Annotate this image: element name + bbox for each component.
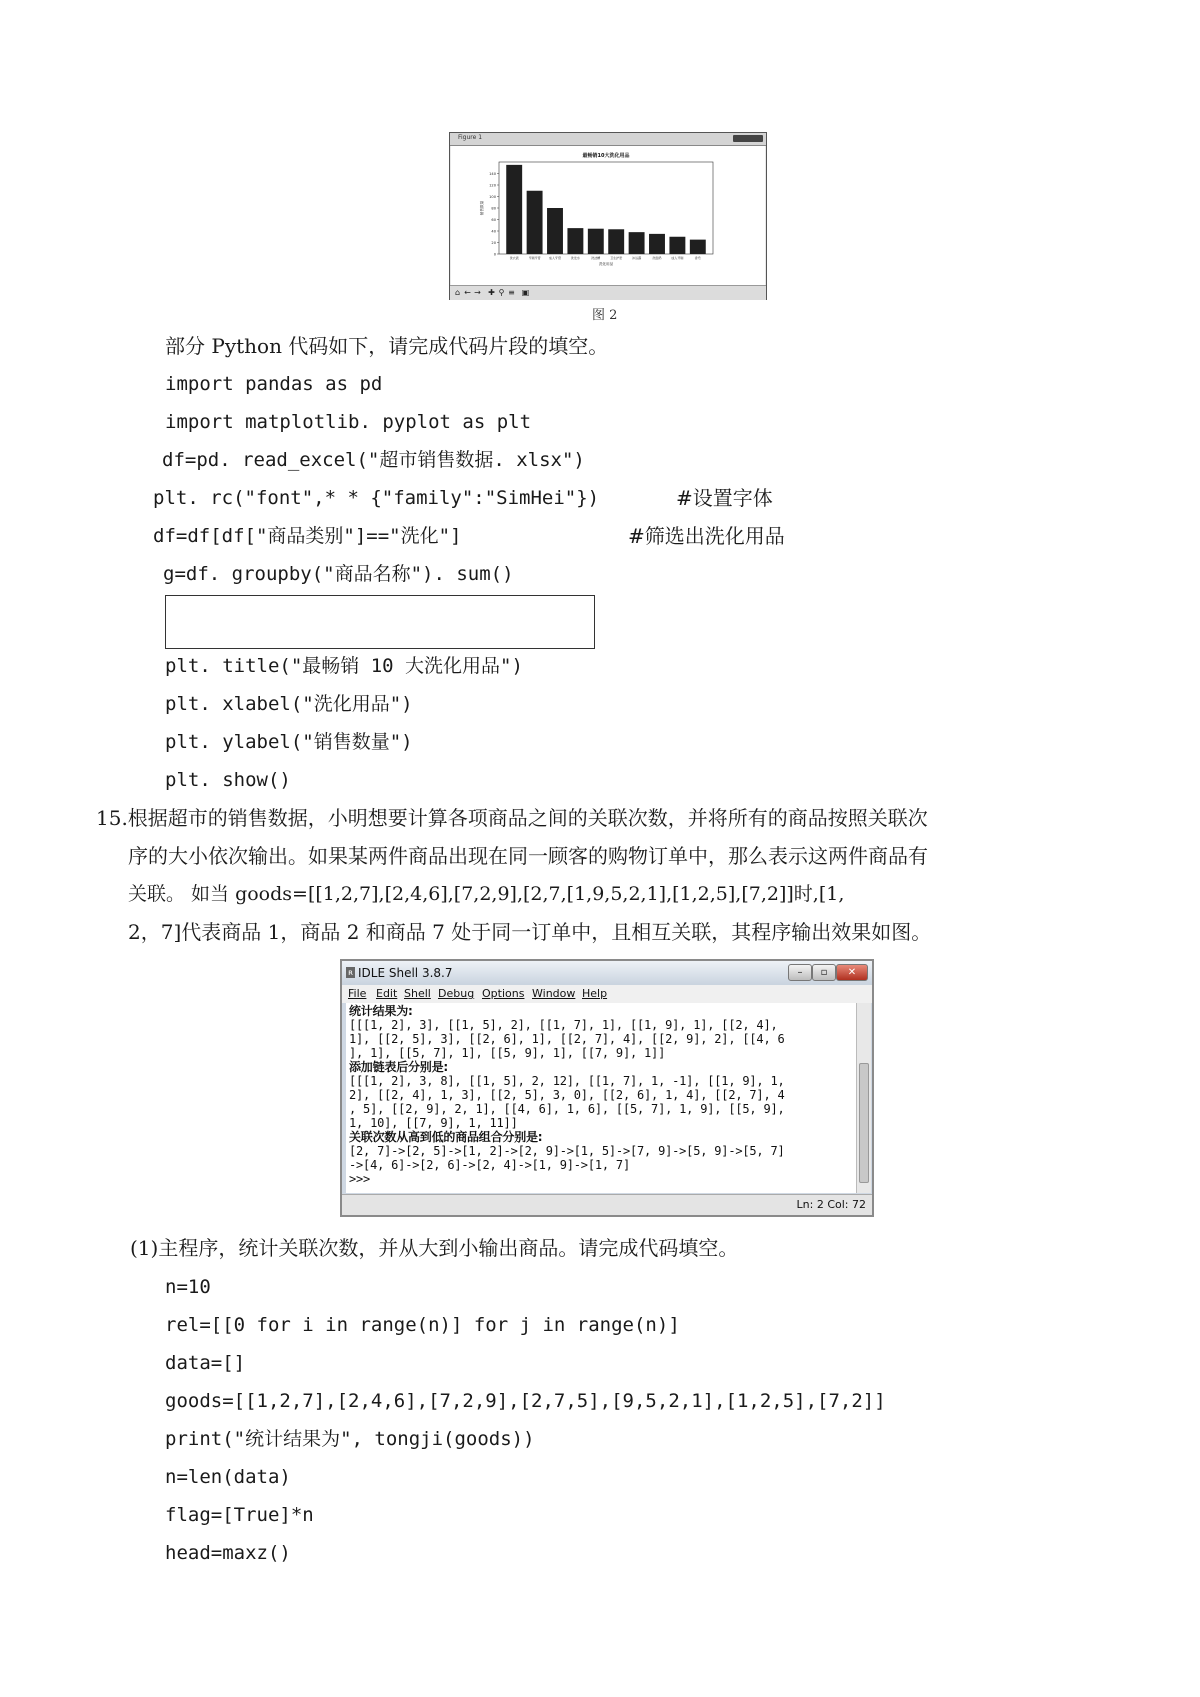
menu-debug[interactable]: Debug (438, 987, 475, 1000)
intro-text: 部分 Python 代码如下，请完成代码片段的填空。 (165, 334, 609, 358)
cursor-position: Ln: 2 Col: 72 (796, 1198, 866, 1211)
figure-window-title: Figure 1 (458, 134, 483, 141)
x-tick-label: 成人牙刷 (671, 256, 684, 260)
menu-help[interactable]: Help (582, 987, 608, 1000)
x-tick-label: 洗发水 (570, 256, 580, 260)
x-tick-label: 沐浴露 (632, 256, 642, 260)
y-axis-label: 销售数量 (480, 200, 484, 216)
vertical-scrollbar[interactable] (856, 1003, 871, 1193)
idle-menubar (342, 985, 872, 1003)
code-line: n=10 (165, 1276, 211, 1298)
bar (527, 191, 543, 254)
output-line: ], 1], [[5, 7], 1], [[5, 9], 1], [[7, 9], 1]] (349, 1046, 666, 1060)
figure-titlebar (450, 133, 766, 146)
home-icon[interactable]: ⌂ (454, 288, 461, 297)
bar (669, 237, 685, 254)
code-comment: #设置字体 (676, 486, 773, 510)
code-line: data=[] (165, 1352, 246, 1374)
x-tick-label: 洗衣液 (509, 256, 519, 260)
output-line: 关联次数从高到低的商品组合分别是: (349, 1130, 543, 1144)
figure-caption: 图 2 (592, 308, 618, 323)
pan-icon[interactable]: ✚ (488, 288, 495, 297)
forward-icon[interactable]: → (474, 288, 481, 297)
bar (506, 165, 522, 254)
menu-options[interactable]: Options (482, 987, 525, 1000)
output-line: [[[1, 2], 3, 8], [[1, 5], 2, 12], [[1, 7], 1, -1], [[1, 9], 1, (349, 1074, 785, 1088)
y-tick-label: 40 (491, 229, 496, 234)
bar-chart (451, 146, 765, 285)
question-text: 关联。 如当 goods=[[1,2,7],[2,4,6],[7,2,9],[2,7,[1,9,5,2,1],[1,2,5],[7,2]]时,[1, (128, 883, 845, 905)
code-line: df=df[df["商品类别"]=="洗化"] (153, 525, 462, 547)
zoom-icon[interactable]: ⚲ (498, 288, 505, 297)
x-tick-label: 洗洁精 (591, 256, 601, 260)
y-tick-label: 60 (491, 218, 496, 222)
code-line: plt. xlabel("洗化用品") (165, 693, 413, 715)
figure-toolbar (450, 285, 766, 300)
save-icon[interactable]: ▣ (521, 288, 530, 297)
output-line: 2], [[2, 4], 1, 3], [[2, 5], 3, 0], [[2, 6], 1, 4], [[2, 7], 4 (349, 1088, 785, 1102)
code-line: goods=[[1,2,7],[2,4,6],[7,2,9],[2,7,5],[9,5,2,1],[1,2,5],[7,2]] (165, 1390, 886, 1412)
output-line: [2, 7]->[2, 5]->[1, 2]->[2, 9]->[1, 5]->[7, 9]->[5, 9]->[5, 7] (349, 1144, 785, 1158)
back-icon[interactable]: ← (464, 288, 471, 297)
menu-shell[interactable]: Shell (404, 987, 431, 1000)
bar (547, 208, 563, 254)
output-line: 1, 10], [[7, 9], 1, 11]] (349, 1116, 518, 1130)
code-line: plt. show() (165, 769, 291, 791)
menu-edit[interactable]: Edit (376, 987, 398, 1000)
code-line: g=df. groupby("商品名称"). sum() (163, 563, 514, 585)
code-comment: #筛选出洗化用品 (628, 524, 785, 548)
output-line: 添加链表后分别是: (349, 1060, 448, 1074)
subquestion-title: (1)主程序，统计关联次数，并从大到小输出商品。请完成代码填空。 (130, 1236, 739, 1260)
answer-blank-box[interactable] (165, 595, 595, 649)
idle-statusbar (342, 1194, 872, 1215)
window-controls-icon (733, 135, 763, 142)
question-text: 2，7]代表商品 1，商品 2 和商品 7 处于同一订单中，且相互关联，其程序输出效果如图。 (128, 920, 932, 944)
code-line: plt. rc("font",* * {"family":"SimHei"}) (153, 487, 600, 509)
menu-file[interactable]: File (348, 987, 367, 1000)
output-line: ->[4, 6]->[2, 6]->[2, 4]->[1, 9]->[1, 7] (349, 1158, 630, 1172)
bar (629, 232, 645, 254)
y-tick-label: 0 (493, 252, 496, 257)
x-tick-label: 洗面奶 (652, 256, 662, 260)
y-tick-label: 140 (489, 172, 496, 176)
question-text: 15.根据超市的销售数据，小明想要计算各项商品之间的关联次数，并将所有的商品按照关联次 (96, 806, 928, 830)
x-tick-label: 卫生护垫 (610, 256, 623, 260)
x-tick-label: 香皂 (694, 256, 701, 260)
code-line: plt. title("最畅销 10 大洗化用品") (165, 655, 523, 677)
idle-window-title: IDLE Shell 3.8.7 (358, 966, 453, 980)
bar (567, 228, 583, 254)
close-icon[interactable]: ✕ (836, 964, 868, 981)
output-line: 统计结果为: (349, 1004, 413, 1018)
code-line: df=pd. read_excel("超市销售数据. xlsx") (162, 449, 585, 471)
maximize-icon[interactable]: ▫ (812, 964, 836, 981)
bar (588, 229, 604, 254)
prompt-line[interactable]: >>> (349, 1172, 371, 1186)
bar (608, 229, 624, 254)
output-line: 1], [[2, 5], 3], [[2, 6], 1], [[2, 7], 4], [[2, 9], 2], [[4, 6 (349, 1032, 785, 1046)
code-line: print("统计结果为", tongji(goods)) (165, 1428, 535, 1450)
idle-titlebar (342, 961, 872, 985)
python-icon: ʀ (346, 967, 355, 978)
y-tick-label: 80 (491, 206, 496, 211)
y-tick-label: 100 (489, 195, 496, 199)
code-line: n=len(data) (165, 1466, 291, 1488)
chart-title: 最畅销10大洗化用品 (582, 153, 630, 159)
code-line: head=maxz() (165, 1542, 291, 1564)
bar (649, 234, 665, 254)
idle-shell-window (340, 959, 874, 1217)
code-line: import pandas as pd (165, 373, 383, 395)
code-line: plt. ylabel("销售数量") (165, 731, 413, 753)
question-text: 序的大小依次输出。如果某两件商品出现在同一顾客的购物订单中，那么表示这两件商品有 (128, 844, 928, 868)
scrollbar-thumb[interactable] (859, 1063, 869, 1183)
menu-window[interactable]: Window (532, 987, 576, 1000)
code-line: rel=[[0 for i in range(n)] for j in range(n)] (165, 1314, 680, 1336)
output-line: [[[1, 2], 3], [[1, 5], 2], [[1, 7], 1], [[1, 9], 1], [[2, 4], (349, 1018, 778, 1032)
x-axis-label: 洗化用品 (598, 262, 614, 266)
configure-icon[interactable]: ≡ (508, 288, 515, 297)
output-line: , 5], [[2, 9], 2, 1], [[4, 6], 1, 6], [[5, 7], 1, 9], [[5, 9], (349, 1102, 785, 1116)
bar (690, 240, 706, 254)
idle-output-area[interactable] (346, 1003, 856, 1193)
code-line: flag=[True]*n (165, 1504, 314, 1526)
y-tick-label: 120 (489, 183, 496, 188)
x-tick-label: 成人牙膏 (548, 256, 562, 260)
code-line: import matplotlib. pyplot as plt (165, 411, 532, 433)
y-tick-label: 20 (491, 241, 496, 245)
figure-window (449, 132, 767, 300)
x-tick-label: 牙刷牙膏 (528, 256, 541, 260)
minimize-icon[interactable]: – (788, 964, 812, 981)
